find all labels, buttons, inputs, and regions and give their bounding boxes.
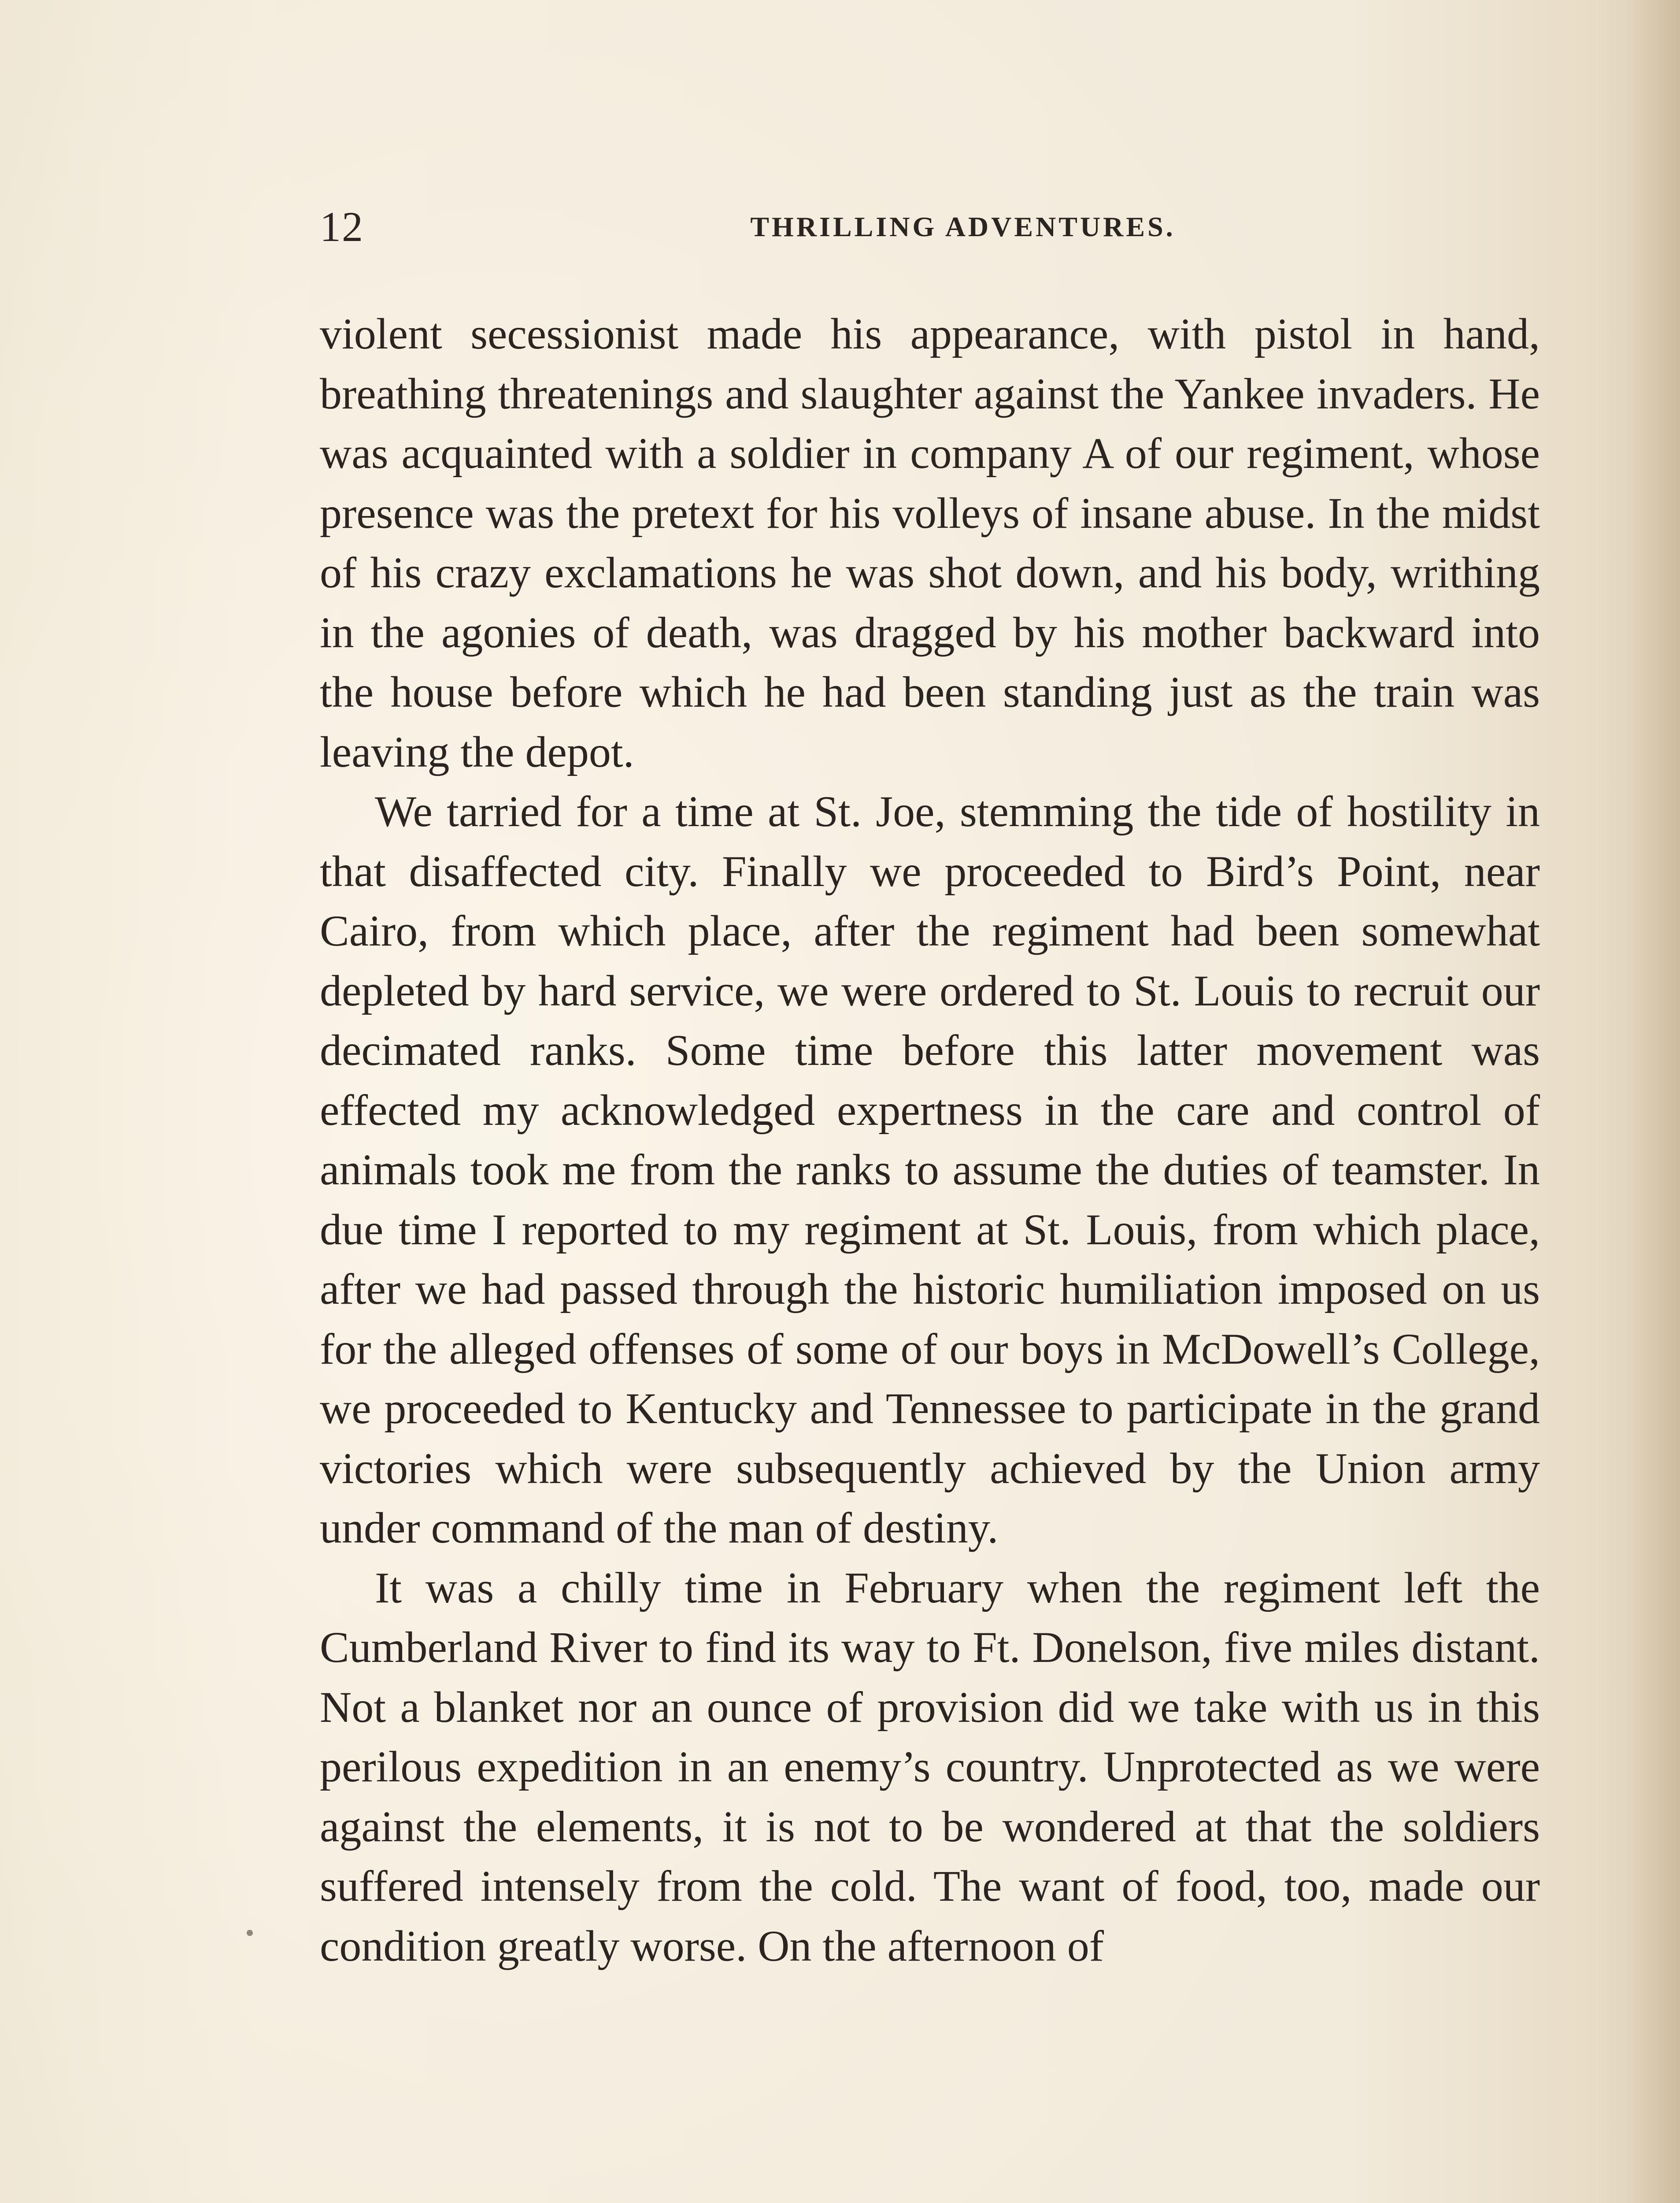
paragraph-2: We tarried for a time at St. Joe, stemming the tide of hostility in that disaffected city. Finally we proceeded to Bird’s Point, near Cairo, from which place, after the regiment had been somewhat depleted by hard service, we were ordered to St. Louis to recruit our decimated ranks. Some time before this latter movement was effected my acknowledged expertness in the care and control of animals took me from the ranks to assume the duties of teamster. In due time I reported to my regiment at St. Louis, from which place, after we had passed through the historic humiliation imposed on us for the alleged offenses of some of our boys in McDowell’s College, we proceeded to Kentucky and Tennessee to participate in the grand victories which were subsequently achieved by the Union army under command of the man of destiny. — [320, 787, 1540, 1552]
paragraph-1: violent secessionist made his appearance, with pistol in hand, breathing threatenings and slaughter against the Yankee invaders. He was acquainted with a soldier in company A of our regiment, whose presence was the pretext for his volleys of insane abuse. In the midst of his crazy exclamations he was shot down, and his body, writhing in the agonies of death, was dragged by his mother backward into the house before which he had been standing just as the train was leaving the depot. — [320, 309, 1540, 776]
body-text — [320, 304, 1540, 1976]
ink-speck — [247, 1930, 253, 1936]
page-number: 12 — [320, 203, 364, 250]
running-head — [320, 196, 1540, 258]
paragraph-3: It was a chilly time in February when the regiment left the Cumberland River to find its way to Ft. Donelson, five miles distant. Not a blanket nor an ounce of provision did we take with us in this perilous expedition in an enemy’s country. Unprotected as we were against the elements, it is not to be wondered at that the soldiers suffered intensely from the cold. The want of food, too, made our condition greatly worse. On the afternoon of — [320, 1563, 1540, 1970]
running-title: THRILLING ADVENTURES. — [750, 211, 1176, 242]
page-edge-shadow — [1632, 0, 1680, 2203]
